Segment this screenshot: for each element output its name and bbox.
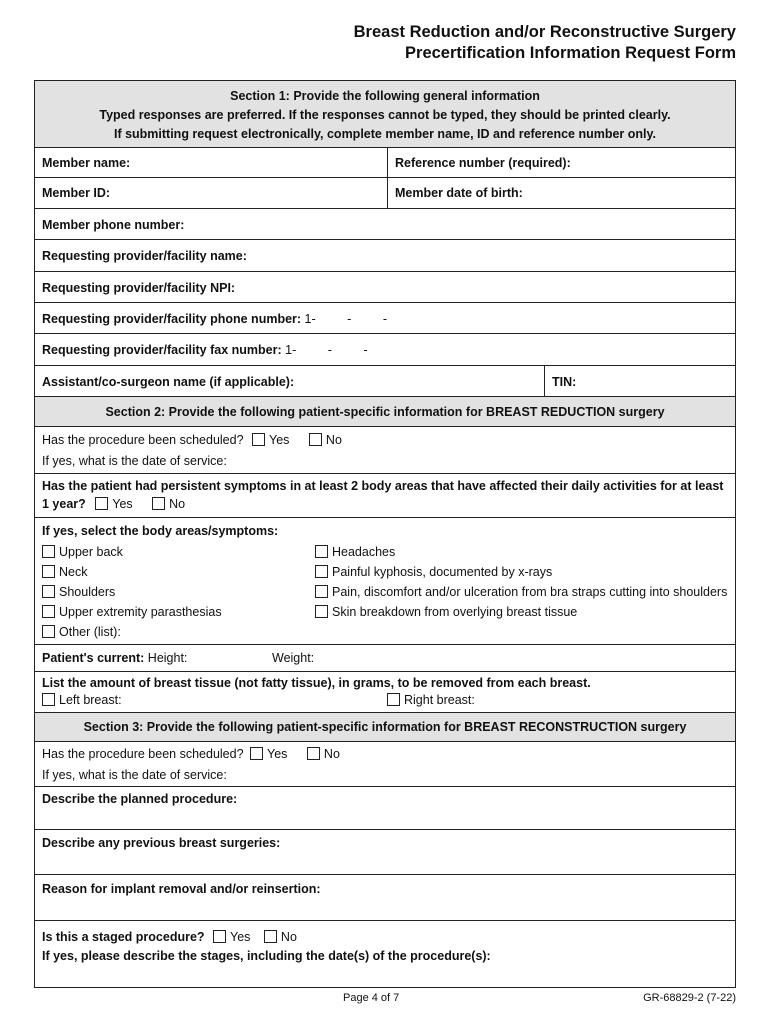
s2-scheduled-yes-label: Yes bbox=[269, 433, 290, 447]
s3-scheduled-yes-label: Yes bbox=[267, 747, 288, 761]
s2-tissue-question: List the amount of breast tissue (not fatty tissue), in grams, to be removed from each breast. bbox=[42, 676, 591, 690]
s2-right-breast-checkbox[interactable] bbox=[387, 693, 400, 706]
s2-symptoms-row bbox=[35, 518, 735, 645]
s2-persistent-question-2: 1 year? bbox=[42, 497, 86, 511]
provider-fax-label: Requesting provider/facility fax number: bbox=[42, 343, 282, 357]
s2-scheduled-yes-checkbox[interactable] bbox=[252, 433, 265, 446]
s3-staged-question: Is this a staged procedure? bbox=[42, 930, 205, 944]
s3-implant-field[interactable] bbox=[35, 875, 735, 921]
symptom-skin-breakdown-label: Skin breakdown from overlying breast tissue bbox=[332, 605, 578, 619]
member-dob-label: Member date of birth: bbox=[395, 186, 523, 200]
member-name-label: Member name: bbox=[42, 156, 131, 170]
s2-persistent-question-1: Has the patient had persistent symptoms in at least 2 body areas that have affected their daily activities for at least bbox=[42, 479, 724, 493]
symptom-bra-straps-checkbox[interactable] bbox=[315, 585, 328, 598]
s3-scheduled-no-label: No bbox=[323, 747, 340, 761]
symptom-shoulders-checkbox[interactable] bbox=[42, 585, 55, 598]
s2-symptoms-left-list bbox=[42, 542, 222, 642]
s2-body-areas-heading: If yes, select the body areas/symptoms: bbox=[42, 524, 279, 538]
symptom-neck[interactable] bbox=[42, 562, 222, 582]
provider-phone-prefix: 1- bbox=[304, 312, 316, 326]
section1-header bbox=[35, 81, 735, 148]
symptom-headaches-label: Headaches bbox=[332, 545, 396, 559]
provider-npi-label: Requesting provider/facility NPI: bbox=[42, 281, 236, 295]
assistant-label: Assistant/co-surgeon name (if applicable): bbox=[42, 375, 295, 389]
s3-staged-yes-label: Yes bbox=[230, 930, 251, 944]
provider-phone-dash-1: - bbox=[347, 312, 352, 326]
s3-staged-no-label: No bbox=[280, 930, 297, 944]
s2-scheduled-question: Has the procedure been scheduled? bbox=[42, 433, 244, 447]
symptom-bra-straps-label: Pain, discomfort and/or ulceration from bra straps cutting into shoulders bbox=[332, 585, 728, 599]
tin-field[interactable] bbox=[544, 366, 735, 396]
symptom-shoulders[interactable] bbox=[42, 582, 222, 602]
member-dob-field[interactable] bbox=[387, 178, 735, 208]
symptom-parasthesias-label: Upper extremity parasthesias bbox=[59, 605, 222, 619]
symptom-other[interactable] bbox=[42, 622, 222, 642]
s3-staged-row bbox=[35, 921, 735, 987]
section1-note-electronic: If submitting request electronically, complete member name, ID and reference number only. bbox=[113, 127, 657, 141]
s3-date-of-service[interactable]: If yes, what is the date of service: bbox=[42, 768, 227, 782]
section3-header bbox=[35, 713, 735, 742]
s2-height-weight-row bbox=[35, 645, 735, 672]
s2-current-label: Patient's current: bbox=[42, 651, 145, 665]
section1-note-typed: Typed responses are preferred. If the responses cannot be typed, they should be printed clearly. bbox=[99, 108, 671, 122]
symptom-other-checkbox[interactable] bbox=[42, 625, 55, 638]
provider-fax-prefix: 1- bbox=[285, 343, 297, 357]
s2-weight-field[interactable]: Weight: bbox=[272, 651, 315, 665]
s2-tissue-row bbox=[35, 672, 735, 713]
symptom-upper-back[interactable] bbox=[42, 542, 222, 562]
s2-left-breast-checkbox[interactable] bbox=[42, 693, 55, 706]
member-phone-label: Member phone number: bbox=[42, 218, 185, 232]
provider-phone-dash-2: - bbox=[382, 312, 387, 326]
tin-label: TIN: bbox=[552, 375, 577, 389]
request-form bbox=[34, 80, 736, 988]
provider-npi-field[interactable] bbox=[35, 272, 735, 303]
section3-heading: Section 3: Provide the following patient-specific information for BREAST RECONSTRUCTION surgery bbox=[83, 720, 687, 734]
member-name-field[interactable] bbox=[35, 148, 387, 177]
title-line-2: Precertification Information Request Form bbox=[405, 44, 736, 62]
symptom-headaches-checkbox[interactable] bbox=[315, 545, 328, 558]
s2-left-breast-label: Left breast: bbox=[59, 693, 122, 707]
page-number: Page 4 of 7 bbox=[343, 992, 400, 1004]
assistant-row bbox=[35, 366, 735, 397]
s2-persistent-yes-checkbox[interactable] bbox=[95, 497, 108, 510]
member-name-row bbox=[35, 148, 735, 178]
s3-planned-label: Describe the planned procedure: bbox=[42, 792, 238, 806]
member-id-field[interactable] bbox=[35, 178, 387, 208]
symptom-upper-back-checkbox[interactable] bbox=[42, 545, 55, 558]
s3-scheduled-no-checkbox[interactable] bbox=[307, 747, 320, 760]
s3-implant-label: Reason for implant removal and/or reinsertion: bbox=[42, 882, 321, 896]
form-code: GR-68829-2 (7-22) bbox=[643, 992, 736, 1004]
symptom-parasthesias[interactable] bbox=[42, 602, 222, 622]
s2-right-breast-label: Right breast: bbox=[404, 693, 475, 707]
symptom-kyphosis-label: Painful kyphosis, documented by x-rays bbox=[332, 565, 553, 579]
symptom-parasthesias-checkbox[interactable] bbox=[42, 605, 55, 618]
title-line-1: Breast Reduction and/or Reconstructive Surgery bbox=[353, 23, 736, 41]
symptom-kyphosis-checkbox[interactable] bbox=[315, 565, 328, 578]
member-phone-field[interactable] bbox=[35, 209, 735, 240]
symptom-shoulders-label: Shoulders bbox=[59, 585, 116, 599]
s3-staged-detail[interactable]: If yes, please describe the stages, including the date(s) of the procedure(s): bbox=[42, 949, 491, 963]
section1-heading: Section 1: Provide the following general information bbox=[230, 89, 540, 103]
provider-name-field[interactable] bbox=[35, 240, 735, 272]
s2-persistent-yes-label: Yes bbox=[112, 497, 133, 511]
s3-previous-field[interactable] bbox=[35, 830, 735, 875]
symptom-other-label: Other (list): bbox=[59, 625, 121, 639]
reference-number-field[interactable] bbox=[387, 148, 735, 177]
s2-persistent-row bbox=[35, 474, 735, 518]
s2-date-of-service[interactable]: If yes, what is the date of service: bbox=[42, 454, 227, 468]
provider-fax-field[interactable] bbox=[35, 334, 735, 366]
symptom-neck-checkbox[interactable] bbox=[42, 565, 55, 578]
reference-number-label: Reference number (required): bbox=[395, 156, 571, 170]
s3-scheduled-yes-checkbox[interactable] bbox=[250, 747, 263, 760]
symptom-bra-straps[interactable] bbox=[315, 582, 727, 602]
s2-persistent-no-checkbox[interactable] bbox=[152, 497, 165, 510]
s2-scheduled-row bbox=[35, 427, 735, 474]
symptom-upper-back-label: Upper back bbox=[59, 545, 123, 559]
member-id-row bbox=[35, 178, 735, 209]
provider-fax-dash-1: - bbox=[327, 343, 332, 357]
provider-fax-dash-2: - bbox=[363, 343, 368, 357]
symptom-neck-label: Neck bbox=[59, 565, 88, 579]
s2-left-breast[interactable] bbox=[42, 693, 122, 707]
section2-heading: Section 2: Provide the following patient-specific information for BREAST REDUCTION surgery bbox=[105, 405, 665, 419]
s2-persistent-no-label: No bbox=[169, 497, 186, 511]
member-id-label: Member ID: bbox=[42, 186, 111, 200]
symptom-kyphosis[interactable] bbox=[315, 562, 727, 582]
s3-scheduled-question: Has the procedure been scheduled? bbox=[42, 747, 244, 761]
section2-header bbox=[35, 397, 735, 427]
provider-name-label: Requesting provider/facility name: bbox=[42, 249, 247, 263]
symptom-headaches[interactable] bbox=[315, 542, 727, 562]
s2-scheduled-no-checkbox[interactable] bbox=[309, 433, 322, 446]
s3-staged-yes-checkbox[interactable] bbox=[213, 930, 226, 943]
s3-planned-field[interactable] bbox=[35, 787, 735, 830]
assistant-field[interactable] bbox=[35, 366, 544, 396]
s2-right-breast[interactable] bbox=[387, 693, 475, 707]
s3-previous-label: Describe any previous breast surgeries: bbox=[42, 836, 281, 850]
s3-scheduled-row bbox=[35, 742, 735, 787]
provider-phone-label: Requesting provider/facility phone number: bbox=[42, 312, 302, 326]
s2-height-field[interactable]: Height: bbox=[147, 651, 188, 665]
symptom-skin-breakdown[interactable] bbox=[315, 602, 727, 622]
s2-scheduled-no-label: No bbox=[325, 433, 342, 447]
form-title bbox=[354, 22, 736, 64]
s2-symptoms-right-list bbox=[315, 542, 727, 622]
s3-staged-no-checkbox[interactable] bbox=[264, 930, 277, 943]
provider-phone-field[interactable] bbox=[35, 303, 735, 334]
symptom-skin-breakdown-checkbox[interactable] bbox=[315, 605, 328, 618]
